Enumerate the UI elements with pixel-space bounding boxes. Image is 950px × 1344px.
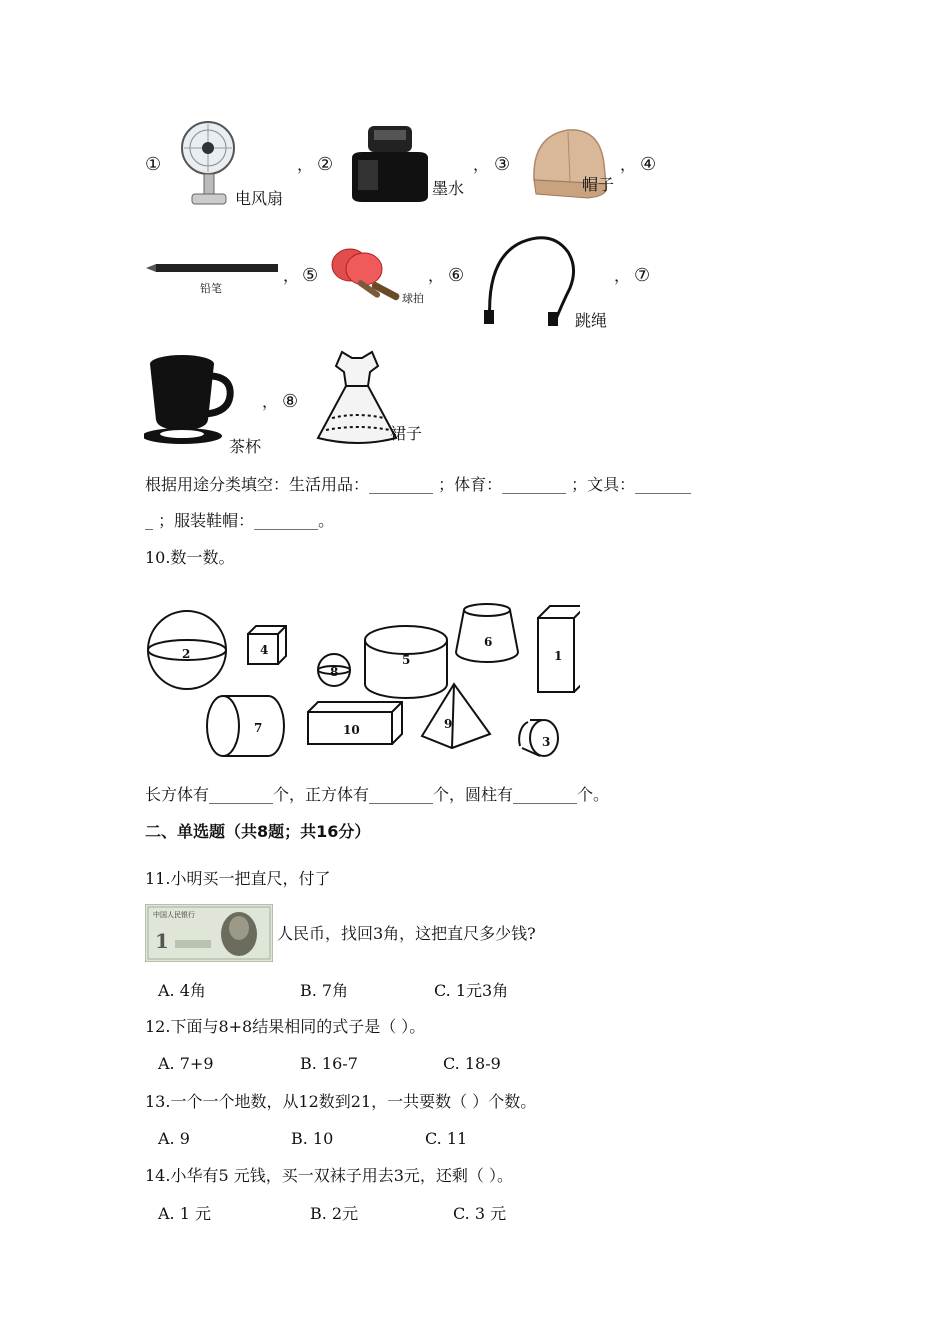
q14-option-b[interactable]: B. 2元: [310, 1204, 359, 1223]
q10-answer-line: 长方体有________个，正方体有________个，圆柱有________个。: [145, 785, 610, 804]
q12-option-b[interactable]: B. 16-7: [300, 1054, 358, 1073]
cylinder-7: [207, 696, 284, 756]
shape-label-10: 10: [343, 723, 360, 737]
teacup-icon: [144, 350, 236, 448]
q11-stem-part2: 人民币，找回3角，这把直尺多少钱?: [277, 924, 536, 943]
item-4-label: 铅笔: [200, 282, 222, 295]
shape-label-7: 7: [254, 721, 263, 735]
shape-label-1: 1: [554, 649, 563, 663]
fan-icon: [178, 116, 238, 208]
section-2-title: 二、单选题（共8题；共16分）: [145, 822, 371, 841]
q11-option-a[interactable]: A. 4角: [158, 981, 206, 1000]
q11-stem-part1: 11.小明买一把直尺，付了: [145, 869, 331, 888]
shape-label-3: 3: [542, 735, 551, 749]
separator: ，: [620, 155, 637, 174]
shape-label-5: 5: [402, 653, 411, 667]
item-7-number: ⑦: [634, 265, 651, 286]
dress-icon: [312, 348, 402, 448]
shape-label-6: 6: [484, 635, 493, 649]
separator: ，: [473, 155, 490, 174]
shape-label-9: 9: [444, 717, 453, 731]
q13-option-a[interactable]: A. 9: [158, 1129, 190, 1148]
q10-shapes-figure: [140, 598, 580, 766]
shape-label-8: 8: [330, 665, 339, 679]
cylinder-3: [519, 720, 558, 756]
pencil-icon: [146, 262, 278, 274]
banknote-value: 1: [155, 929, 169, 953]
q9-fill-line-2: _ ；服装鞋帽：________。: [145, 511, 335, 530]
q11-option-b[interactable]: B. 7角: [300, 981, 349, 1000]
item-3-label: 帽子: [582, 175, 615, 194]
separator: ，: [428, 266, 445, 285]
separator: ，: [297, 155, 314, 174]
q13-option-b[interactable]: B. 10: [291, 1129, 334, 1148]
shape-label-2: 2: [182, 647, 191, 661]
item-2-number: ②: [317, 154, 334, 175]
item-6-label: 跳绳: [575, 311, 608, 330]
item-3-number: ③: [494, 154, 511, 175]
frustum-6: [456, 604, 518, 662]
jump-rope-icon: [482, 228, 578, 328]
item-8-number: ⑧: [282, 391, 299, 412]
separator: ，: [614, 266, 631, 285]
item-1-label: 电风扇: [235, 189, 284, 208]
q11-option-c[interactable]: C. 1元3角: [434, 981, 509, 1000]
q14-stem: 14.小华有5 元钱，买一双袜子用去3元，还剩（ ）。: [145, 1166, 513, 1185]
q12-option-a[interactable]: A. 7+9: [158, 1054, 214, 1073]
separator: ，: [283, 266, 300, 285]
shape-label-4: 4: [260, 643, 269, 657]
q14-option-c[interactable]: C. 3 元: [453, 1204, 507, 1223]
banknote-image: [145, 904, 273, 962]
banknote-bank-text: 中国人民银行: [153, 911, 195, 919]
item-4-number: ④: [640, 154, 657, 175]
paddle-icon: [328, 245, 408, 305]
q13-stem: 13.一个一个地数，从12数到21，一共要数（ ）个数。: [145, 1092, 537, 1111]
q12-stem: 12.下面与8+8结果相同的式子是（ ）。: [145, 1017, 426, 1036]
q12-option-c[interactable]: C. 18-9: [443, 1054, 501, 1073]
ink-bottle-icon: [346, 124, 434, 204]
q13-option-c[interactable]: C. 11: [425, 1129, 468, 1148]
separator: ，: [262, 392, 279, 411]
item-1-number: ①: [145, 154, 162, 175]
q14-option-a[interactable]: A. 1 元: [158, 1204, 211, 1223]
q9-fill-line-1: 根据用途分类填空：生活用品：________ ；体育：________ ；文具：_______: [145, 475, 692, 494]
item-5-number: ⑤: [302, 265, 319, 286]
item-5-label: 球拍: [402, 292, 424, 305]
item-6-number: ⑥: [448, 265, 465, 286]
q10-title: 10.数一数。: [145, 548, 235, 567]
item-8-label: 裙子: [390, 424, 423, 443]
item-2-label: 墨水: [432, 179, 465, 198]
item-7-label: 茶杯: [229, 437, 262, 456]
pyramid-9: [422, 684, 490, 748]
